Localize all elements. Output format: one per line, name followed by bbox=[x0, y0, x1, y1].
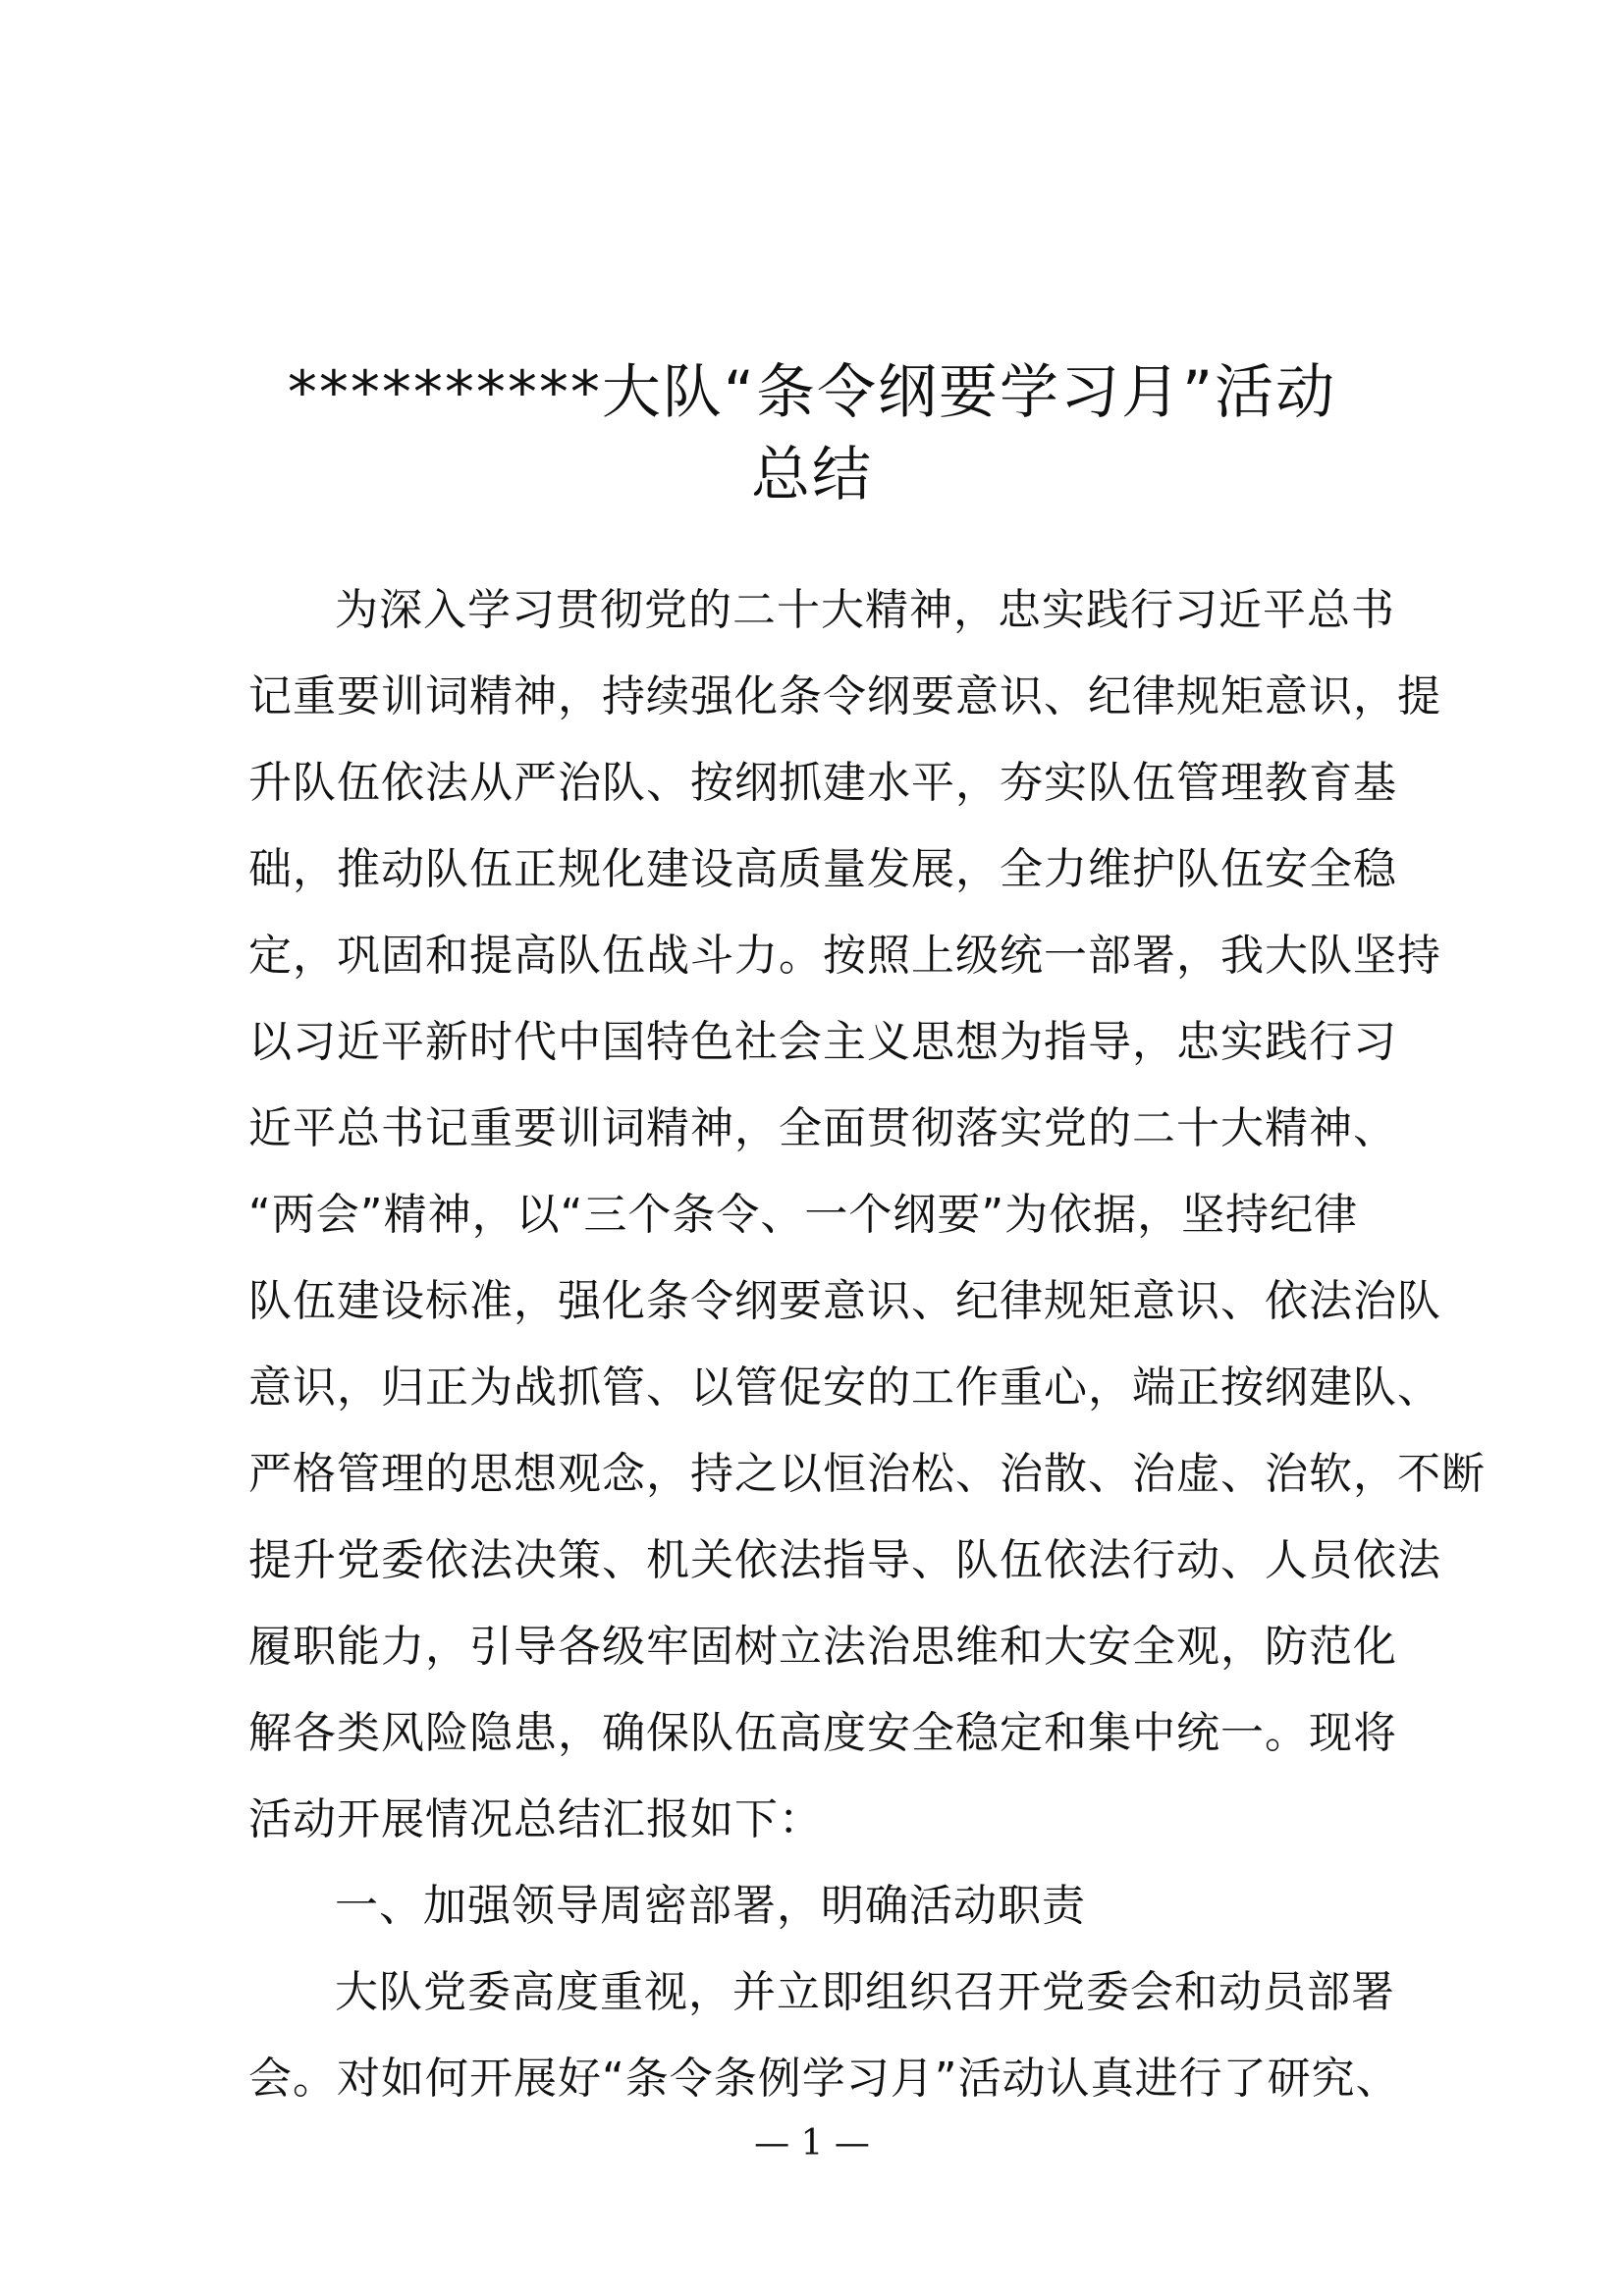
body-line: 升队伍依法从严治队、按纲抓建水平，夯实队伍管理教育基 bbox=[248, 758, 1397, 808]
body-line: 提升党委依法决策、机关依法指导、队伍依法行动、人员依法 bbox=[248, 1535, 1441, 1585]
body-line: 履职能力，引导各级牢固树立法治思维和大安全观，防范化 bbox=[248, 1622, 1397, 1672]
document-body bbox=[248, 567, 1486, 2122]
body-line: 活动开展情况总结汇报如下： bbox=[248, 1794, 823, 1844]
body-line: 记重要训词精神，持续强化条令纲要意识、纪律规矩意识，提 bbox=[248, 671, 1441, 721]
body-line: 意识，归正为战抓管、以管促安的工作重心，端正按纲建队、 bbox=[248, 1362, 1441, 1413]
title-line-2: 总结 bbox=[751, 441, 873, 510]
body-line: 大队党委高度重视，并立即组织召开党委会和动员部署 bbox=[335, 1967, 1395, 2017]
body-line: 队伍建设标准，强化条令纲要意识、纪律规矩意识、依法治队 bbox=[248, 1276, 1441, 1326]
title-line-1: **********大队“条令纲要学习月”活动 bbox=[287, 358, 1337, 428]
body-line: 以习近平新时代中国特色社会主义思想为指导，忠实践行习 bbox=[248, 1017, 1397, 1067]
body-line: 严格管理的思想观念，持之以恒治松、治散、治虚、治软，不断 bbox=[248, 1449, 1486, 1499]
body-line: 为深入学习贯彻党的二十大精神，忠实践行习近平总书 bbox=[335, 585, 1395, 635]
body-line: 定，巩固和提高队伍战斗力。按照上级统一部署，我大队坚持 bbox=[248, 931, 1441, 981]
section-heading: 一、加强领导周密部署，明确活动职责 bbox=[335, 1881, 1086, 1931]
document-title bbox=[236, 351, 1388, 516]
body-line: 础，推动队伍正规化建设高质量发展，全力维护队伍安全稳 bbox=[248, 844, 1397, 894]
body-line: 近平总书记重要训词精神，全面贯彻落实党的二十大精神、 bbox=[248, 1103, 1397, 1153]
page-number: — 1 — bbox=[754, 2123, 870, 2163]
body-line: “两会”精神，以“三个条令、一个纲要”为依据，坚持纪律 bbox=[248, 1190, 1359, 1240]
body-line: 解各类风险隐患，确保队伍高度安全稳定和集中统一。现将 bbox=[248, 1708, 1397, 1758]
body-line: 会。对如何开展好“条令条例学习月”活动认真进行了研究、 bbox=[248, 2054, 1400, 2104]
